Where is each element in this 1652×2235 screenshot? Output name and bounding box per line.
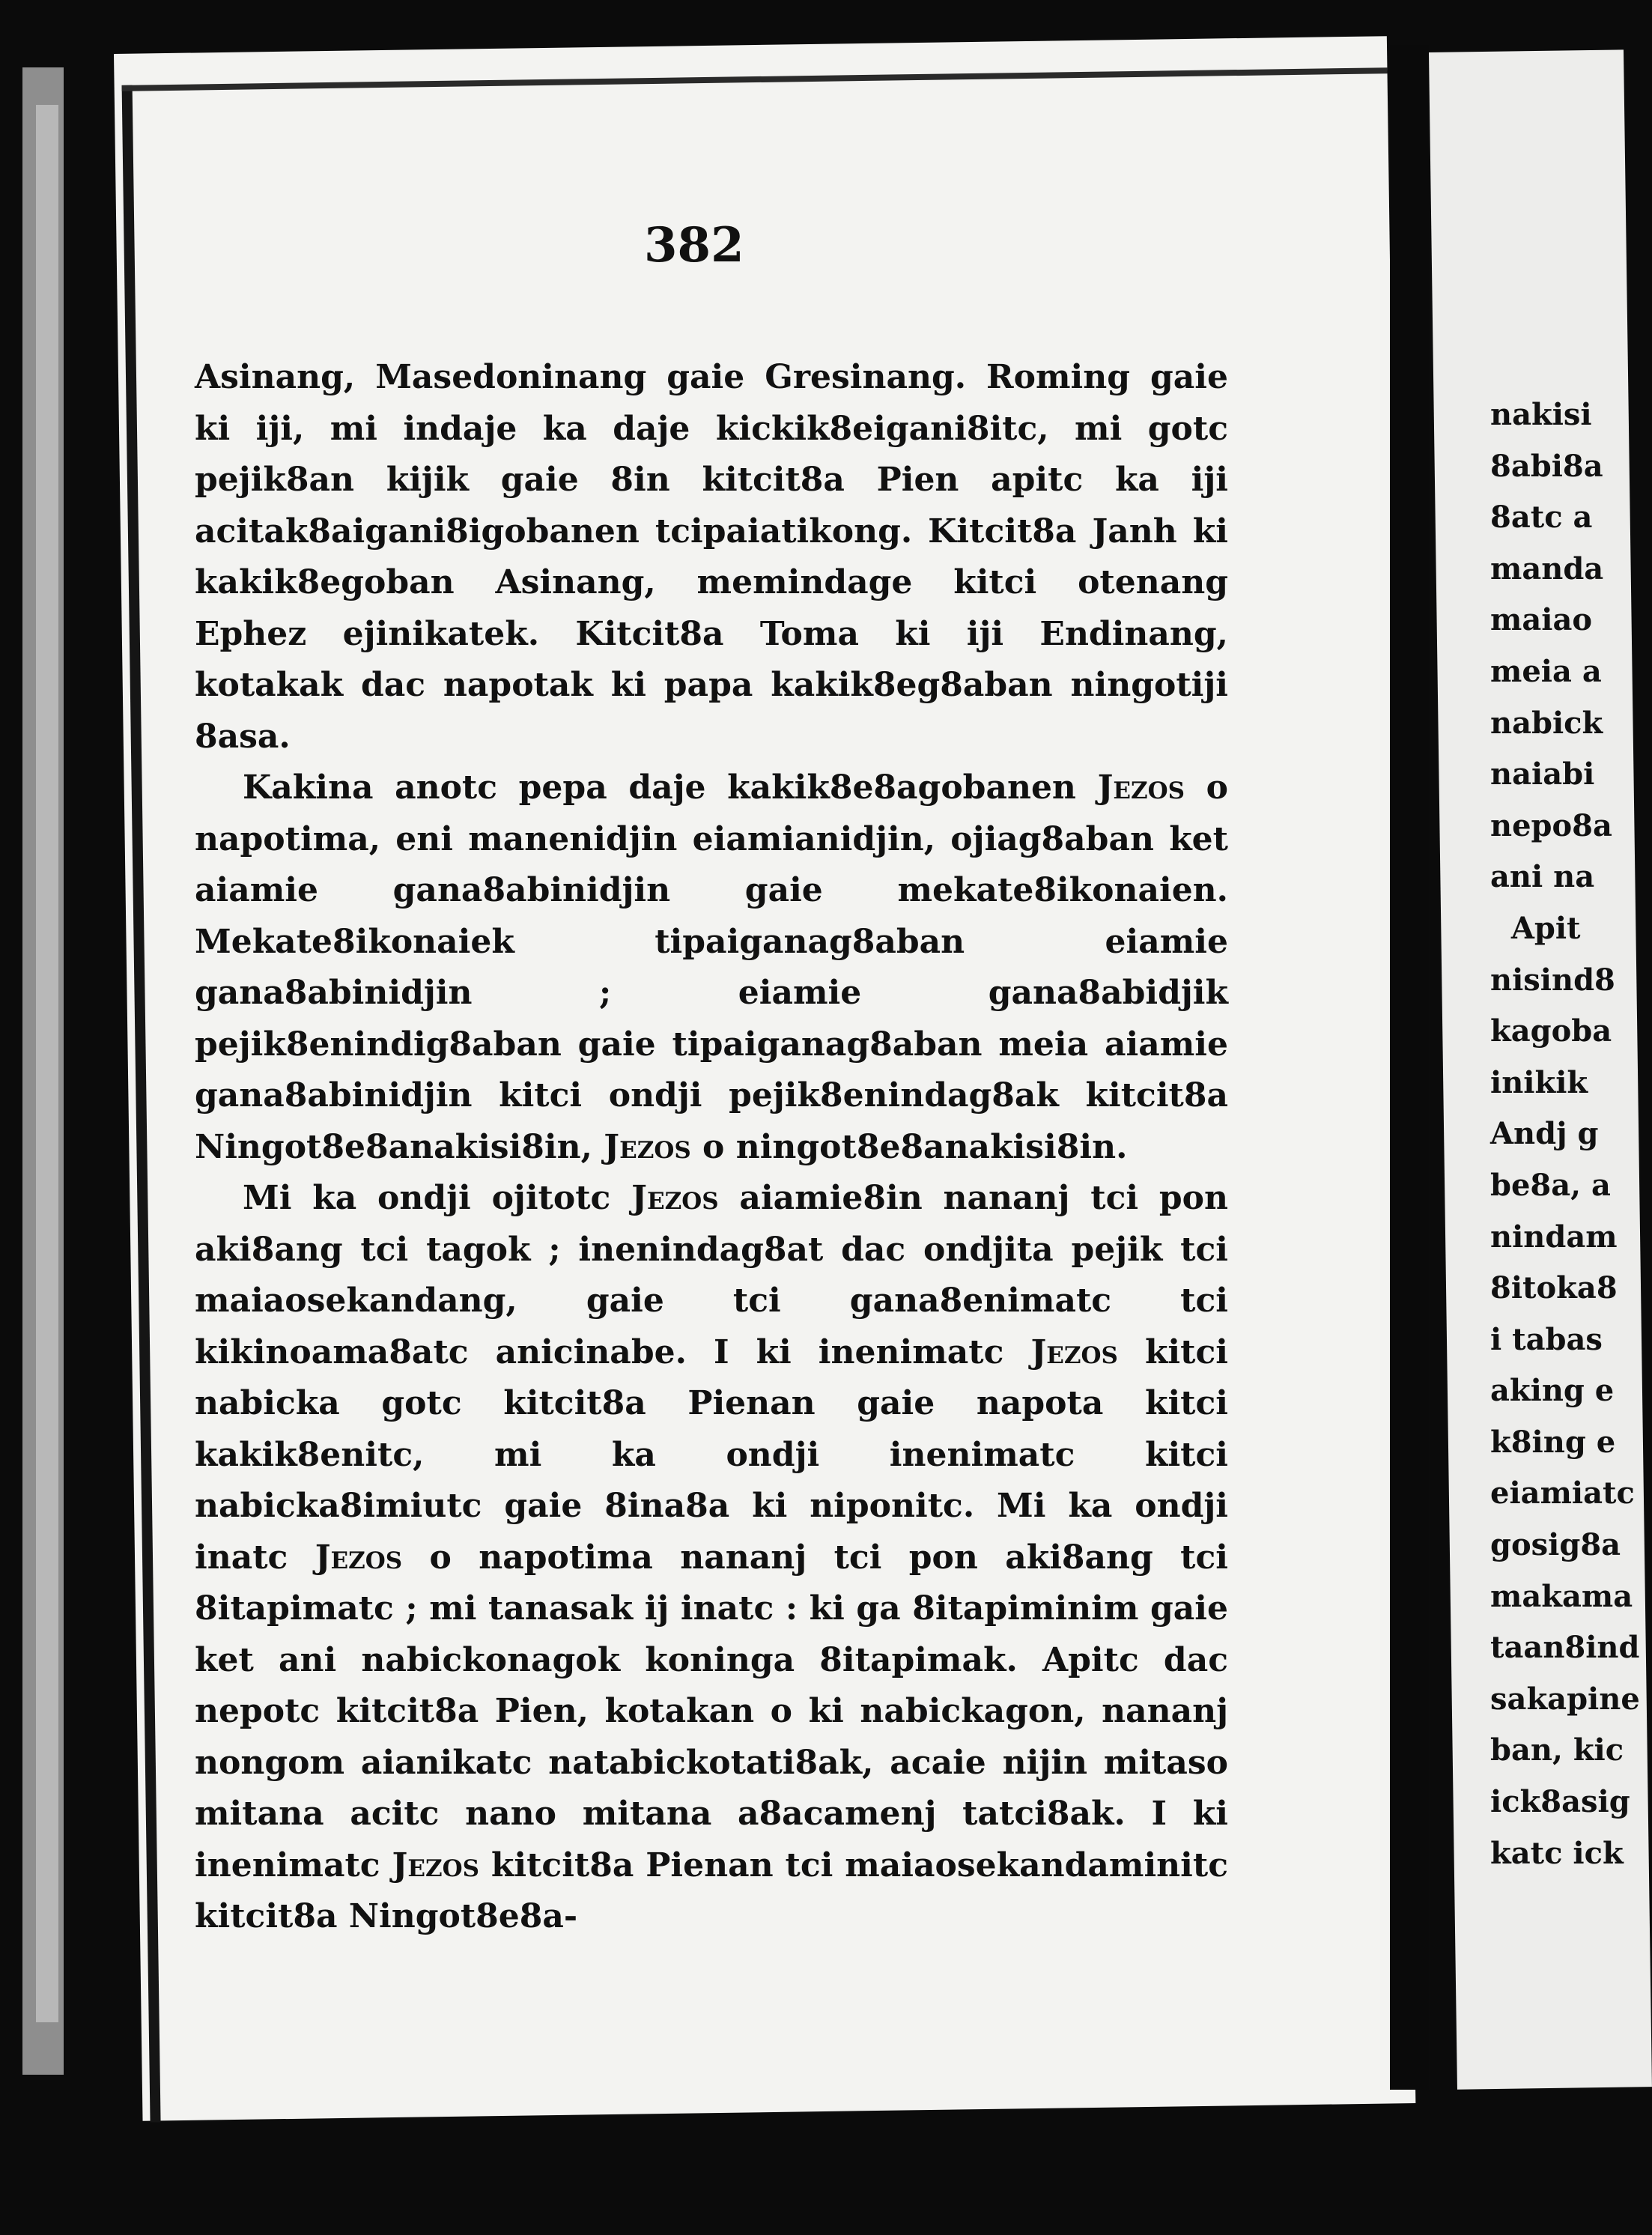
page-body-text [195, 352, 1228, 1943]
paragraph [195, 352, 1228, 762]
right-page-line: be8a, a [1490, 1167, 1611, 1203]
page-border-left [122, 85, 161, 2123]
right-page-line: taan8ind [1490, 1630, 1640, 1666]
text-run: aiamie8in nananj tci pon aki8ang tci tagok ; inenindag8at dac ondjita pejik tci maiaosekandang, gaie tci gana8enimatc tci kikinoama8atc anicinabe. I ki inenimatc [195, 1179, 1229, 1371]
right-page-line: eiamiatc [1490, 1476, 1635, 1511]
name-small-caps: Jezos [392, 1846, 479, 1884]
right-page-line: ban, kic [1490, 1732, 1624, 1768]
right-page-line: manda [1490, 551, 1604, 586]
right-page-line: ani na [1490, 859, 1595, 895]
right-page-line: aking e [1490, 1373, 1615, 1409]
text-run: o ningot8e8anakisi8in. [690, 1127, 1128, 1166]
right-page-line: meia a [1490, 653, 1602, 689]
right-page-line: katc ick [1490, 1835, 1624, 1871]
right-page-line: 8itoka8 [1490, 1270, 1618, 1306]
right-page-line: makama [1490, 1578, 1633, 1614]
name-small-caps: Jezos [1030, 1332, 1118, 1371]
right-page-line: Andj g [1490, 1116, 1599, 1152]
page-number: 382 [644, 217, 744, 273]
right-page-line: k8ing e [1490, 1424, 1616, 1460]
text-run: Kakina anotc pepa daje kakik8e8agobanen [243, 768, 1098, 807]
right-page-line: nindam [1490, 1219, 1618, 1255]
text-run: Asinang, Masedoninang gaie Gresinang. Roming gaie ki iji, mi indaje ka daje kickik8eigani8itc, mi gotc pejik8an kijik gaie 8in kitcit8a Pien apitc ka iji acitak8aigani8igobanen tcipaiatikong. Kitcit8a Janh ki kakik8egoban Asinang, memindage kitci otenang Ephez ejinikatek. Kitcit8a Toma ki iji Endinang, kotakak dac napotak ki papa kakik8eg8aban ningotiji 8asa. [195, 358, 1228, 756]
right-page-line: kagoba [1490, 1013, 1612, 1049]
right-page-line: inikik [1490, 1064, 1588, 1100]
book-left-edge-highlight [36, 105, 58, 2022]
text-run: kitci nabicka gotc kitcit8a Pienan gaie napota kitci kakik8enitc, mi ka ondji inenimatc kitci nabicka8imiutc gaie 8ina8a ki niponitc. Mi ka ondji inatc [195, 1332, 1228, 1577]
text-run: o napotima, eni manenidjin eiamianidjin, ojiag8aban ket aiamie gana8abinidjin gaie mekate8ikonaien. Mekate8ikonaiek tipaiganag8aban eiamie gana8abinidjin ; eiamie gana8abidjik pejik8enindig8aban gaie tipaiganag8aban meia aiamie gana8abinidjin kitci ondji pejik8enindag8ak kitcit8a Ningot8e8anakisi8in, [195, 768, 1229, 1166]
paragraph [195, 762, 1228, 1173]
right-page-line: nabick [1490, 705, 1603, 741]
right-page-line: naiabi [1490, 756, 1595, 792]
right-page-line: ick8asig [1490, 1784, 1630, 1820]
name-small-caps: Jezos [315, 1538, 403, 1577]
paragraph [195, 1173, 1228, 1943]
right-page-line: i tabas [1490, 1321, 1603, 1357]
right-page-line: sakapine [1490, 1681, 1640, 1717]
right-page-line: 8atc a [1490, 500, 1593, 536]
right-page-line: nakisi [1490, 397, 1592, 432]
name-small-caps: Jezos [604, 1127, 691, 1166]
right-page-line: gosig8a [1490, 1527, 1621, 1563]
right-page-line: maiao [1490, 602, 1593, 638]
name-small-caps: Jezos [631, 1179, 719, 1217]
page-border-top [122, 67, 1388, 91]
right-page-line: nisind8 [1490, 962, 1615, 998]
right-page-line: nepo8a [1490, 807, 1612, 843]
text-run: Mi ka ondji ojitotc [243, 1179, 632, 1217]
text-run: o napotima nananj tci pon aki8ang tci 8itapimatc ; mi tanasak ij inatc : ki ga 8itapiminim gaie ket ani nabickonagok koninga 8itapimak. Apitc dac nepotc kitcit8a Pien, kotakan o ki nabickagon, nananj nongom aianikatc natabickotati8ak, acaie nijin mitaso mitana acitc nano mitana a8acamenj tatci8ak. I ki inenimatc [195, 1538, 1228, 1884]
text-run: kitcit8a Pienan tci maiaosekandaminitc kitcit8a Ningot8e8a- [195, 1846, 1228, 1935]
right-page-line: Apit [1490, 910, 1581, 946]
name-small-caps: Jezos [1097, 768, 1185, 807]
right-page-line: 8abi8a [1490, 448, 1603, 484]
right-page-text-fragments [1490, 389, 1640, 1879]
book-gutter [1390, 45, 1429, 2090]
